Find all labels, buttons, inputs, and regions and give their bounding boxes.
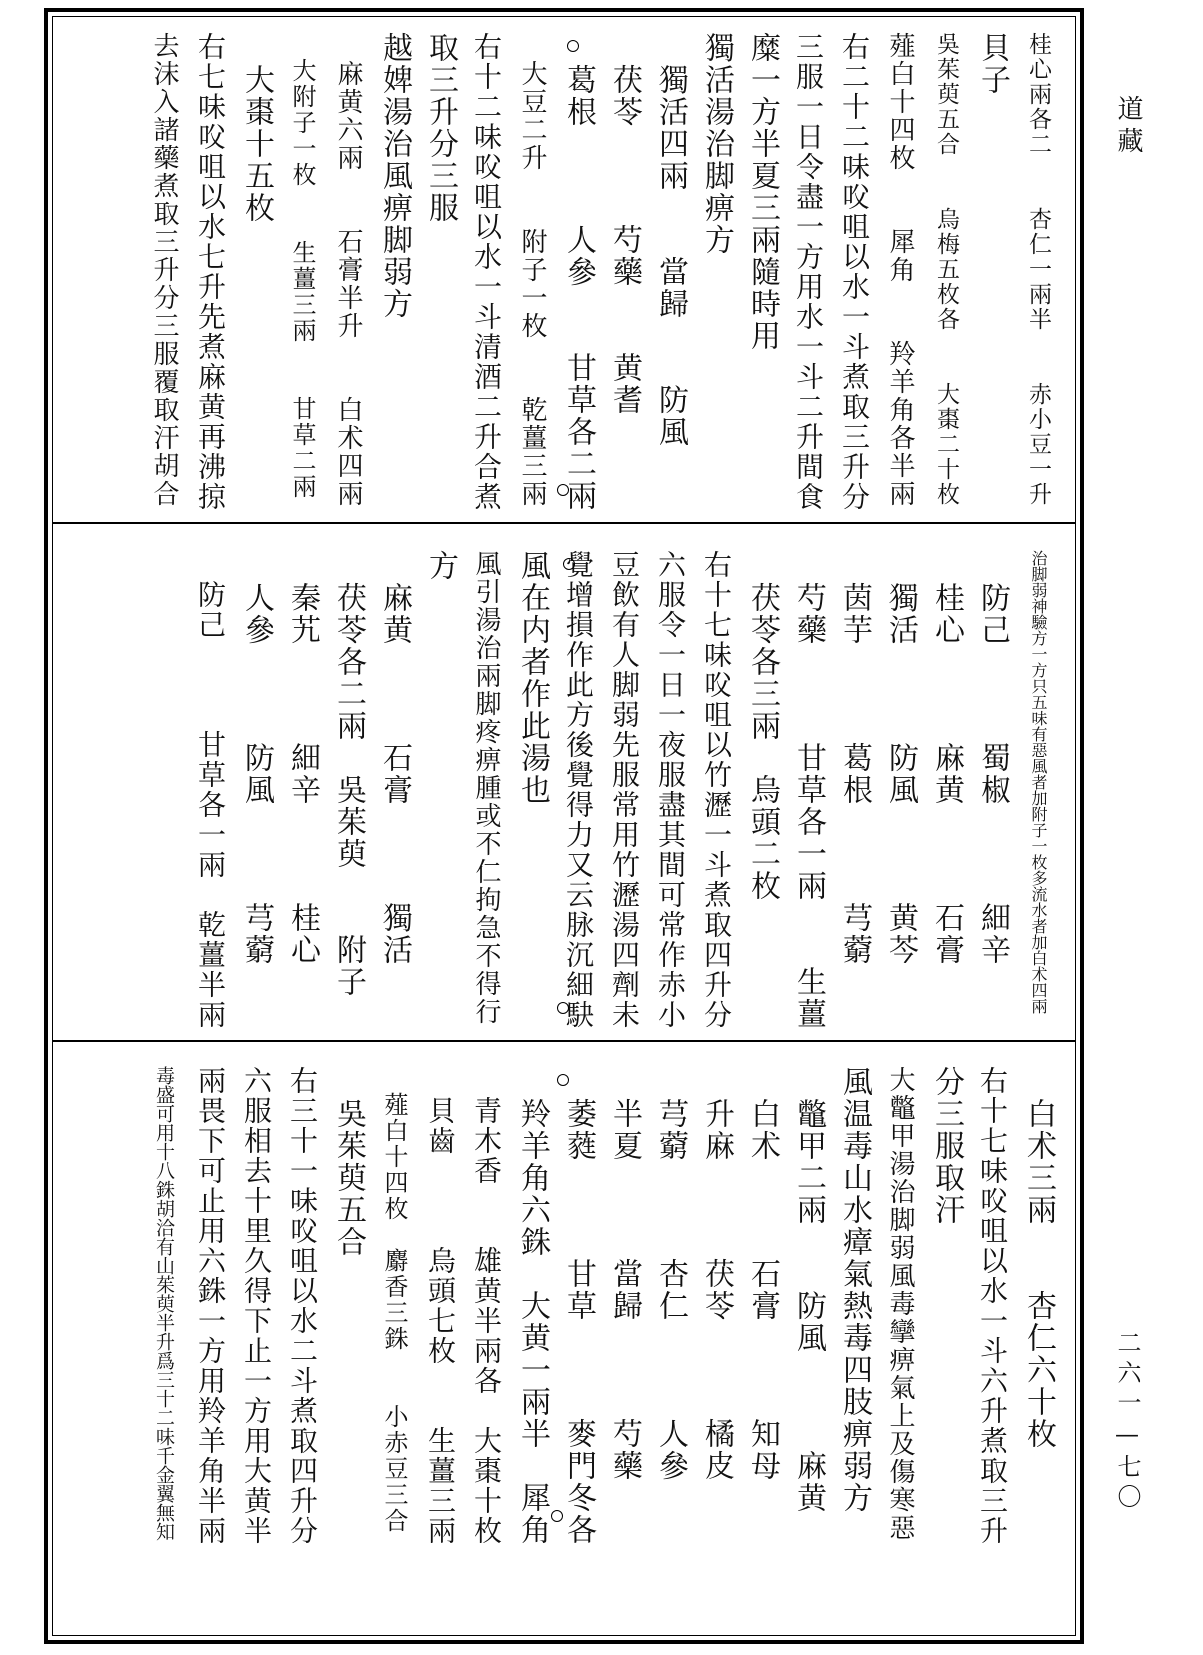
text-column: 青木香 雄黄半兩各 大棗十枚 xyxy=(470,1066,503,1546)
text-column: 大附子一枚 生薑三兩 甘草二兩 xyxy=(288,32,316,500)
text-column: 風温毒山水瘴氣熱毒四肢痹弱方 xyxy=(837,1066,872,1514)
text-column: 茵芋 葛根 芎藭 xyxy=(837,550,872,966)
text-column: 糜一方半夏三兩隨時用 xyxy=(745,32,780,352)
text-column: 防己 蜀椒 細辛 xyxy=(975,550,1010,966)
text-column: 白术 石膏 知母 xyxy=(745,1066,780,1482)
text-column: 大鼈甲湯治脚弱風毒攣痹氣上及傷寒惡 xyxy=(885,1066,915,1542)
text-column: 羚羊角六銖 大黄一兩半 犀角 xyxy=(515,1066,550,1546)
text-column: 豆飲有人脚弱先服常用竹瀝湯四劑未 xyxy=(608,550,641,1030)
text-column: 人參 防風 芎藭 xyxy=(239,550,274,966)
text-column: 芍藥 甘草各一兩 生薑 xyxy=(791,550,826,1030)
margin-page-number: 二六一—七〇 xyxy=(1113,1330,1141,1514)
text-column: 麻黄六兩 石膏半升 白术四兩 xyxy=(333,32,363,508)
circle-mark xyxy=(557,1002,569,1014)
text-column: 獨活四兩 當歸 防風 xyxy=(653,32,688,448)
text-column: 右三十一味㕮咀以水二斗煮取四升分 xyxy=(286,1066,319,1546)
text-column: 吳茱萸五合 烏梅五枚各 大棗二十枚 xyxy=(933,32,959,507)
text-column: 薤白十四枚 犀角 羚羊角各半兩 xyxy=(885,32,915,508)
text-column: 六服令一日一夜服盡其間可常作赤小 xyxy=(654,550,687,1030)
circle-mark xyxy=(557,1074,569,1086)
band-divider-1 xyxy=(52,522,1076,524)
margin-label-top: 道藏 xyxy=(1113,95,1143,159)
text-column: 秦艽 細辛 桂心 xyxy=(285,550,320,966)
text-column: 右十七味㕮咀以水一斗六升煮取三升 xyxy=(976,1066,1009,1546)
text-column: 獨活湯治脚痹方 xyxy=(699,32,734,256)
text-column: 毒盛可用十八銖胡洽有山茱萸半升爲三十二味千金翼無知 xyxy=(153,1066,175,1541)
circle-mark xyxy=(557,484,569,496)
text-column: 桂心 麻黄 石膏 xyxy=(929,550,964,966)
text-column: 右二十二味㕮咀以水一斗煮取三升分 xyxy=(838,32,871,512)
text-column: 白术三兩 杏仁六十枚 xyxy=(1021,1066,1056,1450)
text-column: 治脚弱神驗方一方只五味有惡風者加附子一枚多流水者加白术四兩 xyxy=(1029,550,1048,1014)
text-column: 右十七味㕮咀以竹瀝一斗煮取四升分 xyxy=(700,550,733,1030)
circle-mark xyxy=(551,1510,563,1522)
text-column: 大豆二升 附子一枚 乾薑三兩 xyxy=(517,32,547,508)
text-column: 半夏 當歸 芍藥 xyxy=(607,1066,642,1482)
circle-mark xyxy=(567,40,579,52)
text-column: 吳茱萸五合 xyxy=(331,1066,366,1258)
text-column: 葛根 人參 甘草各二兩 xyxy=(561,32,596,512)
text-column: 鼈甲二兩 防風 麻黄 xyxy=(791,1066,826,1514)
text-column: 越婢湯治風痹脚弱方 xyxy=(377,32,412,320)
text-column: 茯苓各三兩 烏頭二枚 xyxy=(745,550,780,902)
text-column: 貝子 xyxy=(975,32,1010,96)
text-column: 獨活 防風 黄芩 xyxy=(883,550,918,966)
text-column: 去沫入諸藥煮取三升分三服覆取汗胡合 xyxy=(149,32,179,508)
text-column: 茯苓各二兩 吳茱萸 附子 xyxy=(331,550,366,998)
text-column: 三服一日令盡一方用水一斗二升間食 xyxy=(792,32,825,512)
text-column: 茯苓 芍藥 黄耆 xyxy=(607,32,642,416)
text-column: 方 xyxy=(423,550,458,582)
text-column: 風在内者作此湯也 xyxy=(515,550,550,806)
band-divider-2 xyxy=(52,1040,1076,1042)
circle-mark xyxy=(563,558,575,570)
text-column: 風引湯治兩脚疼痹腫或不仁拘急不得行 xyxy=(471,550,501,1026)
text-column: 大棗十五枚 xyxy=(239,32,274,224)
text-column: 右七味㕮咀以水七升先煮麻黄再沸掠 xyxy=(194,32,227,512)
text-column: 貝齒 烏頭七枚 生薑三兩 xyxy=(424,1066,457,1546)
text-column: 麻黄 石膏 獨活 xyxy=(377,550,412,966)
text-column: 兩畏下可止用六銖一方用羚羊角半兩 xyxy=(194,1066,227,1546)
text-column: 防己 甘草各一兩 乾薑半兩 xyxy=(194,550,227,1030)
text-column: 萎蕤 甘草 麥門冬各 xyxy=(561,1066,596,1546)
text-column: 桂心兩各二 杏仁一兩半 赤小豆一升 xyxy=(1025,32,1051,507)
text-column: 取三升分三服 xyxy=(423,32,458,224)
text-column: 芎藭 杏仁 人參 xyxy=(653,1066,688,1482)
text-column: 分三服取汗 xyxy=(929,1066,964,1226)
text-column: 六服相去十里久得下止一方用大黄半 xyxy=(240,1066,273,1546)
text-column: 右十二味㕮咀以水一斗清酒二升合煮 xyxy=(470,32,503,512)
text-column: 薤白十四枚 麝香三銖 小赤豆三合 xyxy=(380,1066,408,1534)
text-column: 覺增損作此方後覺得力又云脉沉細駃 xyxy=(562,550,595,1030)
text-column: 升麻 茯苓 橘皮 xyxy=(699,1066,734,1482)
